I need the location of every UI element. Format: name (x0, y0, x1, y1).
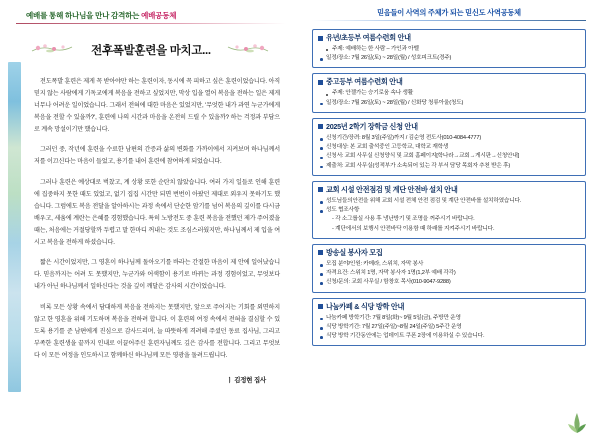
left-header-highlight: 예배공동체 (141, 11, 177, 20)
notice-title: 2025년 2학기 장학금 신청 안내 (326, 121, 418, 131)
article-paragraph: 그러던 중, 작년에 훈련을 수료한 남편의 간증과 삶의 변화를 가까이에서 지켜보며 하나님께서 저를 이끄신다는 마음이 들었고, 용기를 내어 훈련에 참여하게 되었습니다. (34, 146, 280, 166)
notice-item: 신청/문의: 교회 사무실 / 함창호 목사(010-9047-9288) (318, 278, 580, 287)
notice-items (318, 89, 580, 107)
left-header-prefix: 예배를 통해 하나님을 만나 감격하는 (26, 11, 142, 20)
notice-item: 일정/장소: 7월 26일(토) ~ 28일(월) / 성호피크트(경주) (318, 54, 580, 63)
flower-ornament-left-icon (30, 40, 74, 54)
left-header-rule (16, 23, 286, 24)
square-bullet-icon (318, 124, 323, 129)
notice-card (312, 244, 586, 293)
notice-item: - 계단에서의 보행시 안전바닥 이용함 때 하래를 지켜주시기 바랍니다. (332, 225, 495, 232)
notice-title-row (318, 185, 580, 195)
notice-title-row (318, 33, 580, 43)
notice-items (318, 314, 580, 342)
article-signature: ㅣ 김정현 집사 (226, 377, 266, 385)
notice-item: 성도님들의안전을 위해 교회 시설 전체 안전 점검 및 계단 안전바를 설치하였습니다. (318, 197, 580, 206)
article-paragraph: 전도폭발 훈련은 제게 꼭 받아야만 하는 훈련이자, 동시에 꼭 피하고 싶은 훈련이었습니다. 아직 믿지 않는 사람에게 기독교에게 복음을 전하고 싶었지만, 막상 입을 열어 복음을 전하는 일은 제게 너무나 어려운 일이었습니다. 그래서 전혀에 대한 마음은 있었지만, '무엇한 내가 과연 누군가에게 복음을 전할 수 있을까?', 훈련에 나의 시간과 마음을 온전히 드릴 수 있을까? 하는 걱정과 부담으로 계속 망설이기만 했습니다. (34, 78, 280, 133)
right-page (300, 0, 600, 440)
notice-card (312, 73, 586, 112)
notice-card (312, 29, 586, 68)
notice-item: 나눔카페 방학기간: 7월 8일(화)~ 9월 5일(금), 주방만 운영 (318, 314, 580, 323)
notice-item: 신청서: 교회 사무실 신청양식 및 교회 홈페이지[학나라→교회→게시판→신청안내] (318, 152, 580, 161)
notice-title: 교회 시설 안전점검 및 계단 안전바 설치 안내 (326, 184, 458, 194)
notice-title-row (318, 248, 580, 258)
notice-title-row (318, 302, 580, 312)
decorative-photo-strip (8, 62, 21, 392)
right-page-header (312, 8, 586, 18)
notice-item: 식당 방학기간: 7월 27일(주일)~8월 24일(주일) 5주간 운영 (318, 323, 580, 332)
notice-item: 일정/장소: 7월 26일(토) ~ 28일(월) / 신화당 청류아울(청도) (318, 99, 580, 108)
leaf-ornament-icon (564, 412, 590, 434)
notice-card (312, 118, 586, 176)
notice-title: 나눔카페 & 식당 방학 안내 (326, 301, 405, 311)
right-header-rule (312, 20, 586, 21)
notice-list (312, 29, 586, 346)
notice-items (318, 197, 580, 234)
notice-item: 주제: 안젤가는 승기로움 속나 생활 (318, 89, 580, 98)
notice-title: 방송실 봉사자 모집 (326, 247, 383, 257)
right-header-text: 믿음들이 사역의 주체가 되는 믿신도 사역공동체 (377, 8, 521, 17)
flower-ornament-right-icon (226, 40, 270, 54)
square-bullet-icon (318, 80, 323, 85)
notice-item: 주제: 예배하는 한 사람 – 가인과 아벨 (318, 45, 580, 54)
square-bullet-icon (318, 36, 323, 41)
notice-card (312, 298, 586, 347)
square-bullet-icon (318, 250, 323, 255)
notice-item: 제출처: 교회 사무실(성적부가 소속되어 있는 각 부서 담당 목회자 추천 받은 후) (318, 162, 580, 171)
article-paragraph: 짧은 시간이었지만, 그 영혼이 하나님께 돌아오기를 바라는 간절한 마음이 제 안에 일어났습니다. 믿음까지는 어려 도 못했지만, 누군가와 어색함이 용기로 바뀌는 과정 경험이었고, 무엇보다 내가 아닌 하나님께서 일하신다는 것을 깊이 깨달은 감사의 시간이었습니다. (34, 259, 280, 291)
notice-card (312, 181, 586, 239)
notice-item: 성도 협조사항 (318, 206, 580, 215)
notice-title-row (318, 77, 580, 87)
notice-title: 유년/초등부 여름수련회 안내 (326, 33, 411, 42)
notice-item: - 각 소그룹실 사용 후 냉난방기 및 조명을 꺼주시기 바랍니다. (332, 216, 475, 223)
notice-item: 신청대상: 본 교회 출석중인 고등학교, 대학교 재학생 (318, 143, 580, 152)
square-bullet-icon (318, 304, 323, 309)
article-paragraph: 비록 모든 상황 속에서 담대하게 복음을 전하지는 못했지만, 앞으로 주어지는 기회를 외면하지 않고 한 영혼을 위해 기도하며 복음을 전하려 합니다. 이 훈련의 여정 속에서 전혀을 결심할 수 있도록 용기를 준 남편에게 진심으로 감사드리며, 늘 따뜻하게 격려해 주셨던 동료 집사님, 그리고 부족한 훈련생을 끝까지 인내로 이끌어주신 훈련자님께도 깊은 감사를 전합니다. 그리고 무엇보다 이 모든 여정을 인도하시고 함께하신 하나님께 모든 영광을 돌려드립니다. (34, 304, 280, 359)
notice-item: 모집 분야/인원: 카메라, 스위치, 자막 봉사 (318, 260, 580, 269)
notice-items (318, 45, 580, 63)
article-body (34, 76, 280, 388)
notice-item: 신청기간/장려: 8월 3일(주일)까지 / 김순영 전도사(010-4084-4777) (318, 134, 580, 143)
square-bullet-icon (318, 187, 323, 192)
notice-items (318, 260, 580, 288)
article-title: 전후폭발훈련을 마치고... (91, 45, 211, 57)
left-page-header (26, 10, 286, 21)
notice-item: 식당 방학 기간동안에는 업데이트 쿠폰 2장에 이용하실 수 있습니다. (318, 332, 580, 341)
notice-title-row (318, 122, 580, 132)
article-paragraph: 그러나 훈련은 예상대로 벅찼고, 계 상황 또한 순탄치 않았습니다. 여러 가지 일들로 인해 훈련에 집중하지 못한 때도 있었고, 없기 집집 시간만 되면 번번이 아팠던 제대로 외우지 못하기도 했습니다. 그럼에도 복음 전달을 알아하시는 과정 속에서 단순한 암기를 넘어 복음의 깊이를 다시금 배우고, 세움에 계란는 은혜를 경험했습니다. 특히 노방전도 중 훈련 복음을 전했던 제가 주어졌을 때는, 처음에는 거절당할까 두렵고 말 한마디 꺼내는 것도 조심스러웠지만, 하나님께서 제 입을 여시고 복음을 전하게 하셨습니다. (34, 179, 280, 246)
notice-item: 자격요건: 스위치 1명, 자막 봉사자 1명(1,2부 예배 각각) (318, 269, 580, 278)
notice-items (318, 134, 580, 171)
notice-title: 중고등부 여름수련회 안내 (326, 77, 403, 87)
